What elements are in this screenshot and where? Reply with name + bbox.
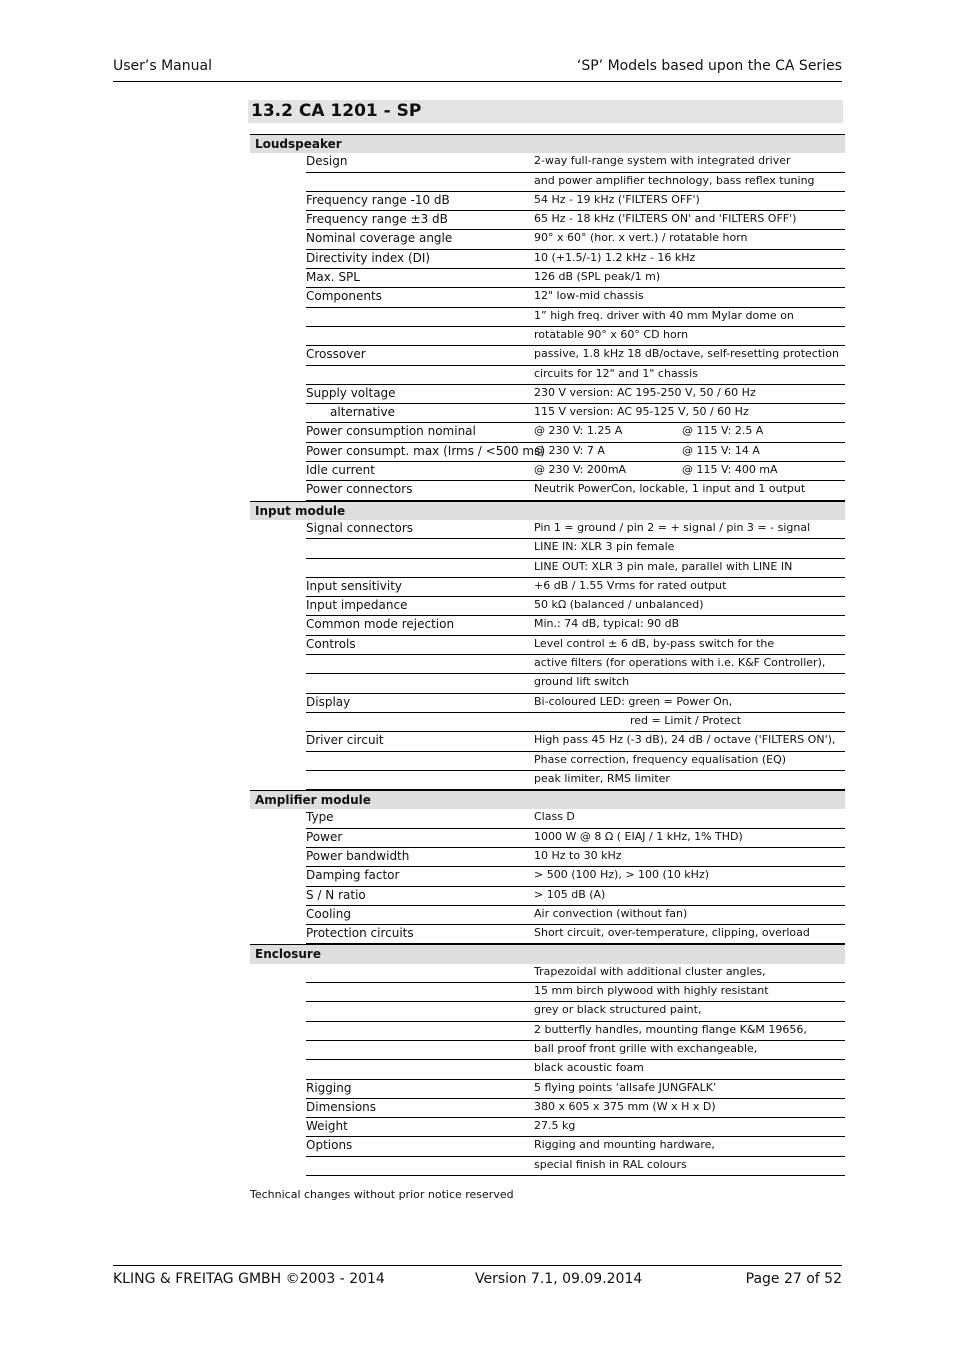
spec-row bbox=[250, 385, 845, 404]
spec-value: red = Limit / Protect bbox=[630, 713, 742, 727]
spec-label: Protection circuits bbox=[306, 926, 414, 941]
spec-value: > 500 (100 Hz), > 100 (10 kHz) bbox=[534, 868, 710, 882]
spec-value: active filters (for operations with i.e. K&F Controller), bbox=[534, 656, 826, 670]
spec-label: Common mode rejection bbox=[306, 617, 455, 632]
group-header: Amplifier module bbox=[250, 790, 845, 809]
page-footer bbox=[113, 1265, 842, 1296]
spec-table bbox=[250, 134, 845, 1176]
spec-label: Frequency range ±3 dB bbox=[306, 212, 448, 227]
spec-value: Min.: 74 dB, typical: 90 dB bbox=[534, 617, 680, 631]
spec-row bbox=[250, 1137, 845, 1156]
spec-label: Signal connectors bbox=[306, 520, 414, 535]
spec-row bbox=[250, 925, 845, 944]
spec-row bbox=[250, 848, 845, 867]
spec-row bbox=[250, 1041, 845, 1060]
spec-label: Supply voltage bbox=[306, 385, 396, 400]
spec-label: S / N ratio bbox=[306, 887, 366, 902]
spec-value: 90° x 60° (hor. x vert.) / rotatable horn bbox=[534, 231, 748, 245]
spec-row bbox=[250, 153, 845, 172]
spec-value-secondary: @ 115 V: 400 mA bbox=[682, 463, 778, 477]
spec-label: Type bbox=[306, 810, 334, 825]
spec-row bbox=[250, 308, 845, 327]
spec-label: Weight bbox=[306, 1119, 348, 1134]
spec-label: Design bbox=[306, 154, 348, 169]
spec-value: Trapezoidal with additional cluster angles, bbox=[534, 964, 766, 978]
spec-value: ball proof front grille with exchangeable, bbox=[534, 1041, 758, 1055]
spec-value: passive, 1.8 kHz 18 dB/octave, self-resetting protection bbox=[534, 347, 839, 361]
spec-label: Power consumption nominal bbox=[306, 424, 476, 439]
spec-value: Short circuit, over-temperature, clipping, overload bbox=[534, 926, 810, 940]
spec-row bbox=[250, 366, 845, 385]
row-divider bbox=[306, 500, 845, 501]
spec-row bbox=[250, 578, 845, 597]
spec-value-secondary: @ 115 V: 14 A bbox=[682, 443, 760, 457]
spec-row bbox=[250, 327, 845, 346]
row-divider bbox=[306, 789, 845, 790]
spec-value: High pass 45 Hz (-3 dB), 24 dB / octave ('FILTERS ON'), bbox=[534, 733, 836, 747]
spec-row bbox=[250, 752, 845, 771]
spec-row bbox=[250, 173, 845, 192]
spec-row bbox=[250, 1118, 845, 1137]
spec-label: Max. SPL bbox=[306, 270, 360, 285]
spec-label: Rigging bbox=[306, 1080, 352, 1095]
spec-label: alternative bbox=[330, 405, 395, 420]
spec-label: Power bandwidth bbox=[306, 848, 410, 863]
spec-value: 2 butterfly handles, mounting flange K&M 19656, bbox=[534, 1022, 807, 1036]
footer-right: Page 27 of 52 bbox=[745, 1271, 842, 1287]
spec-row bbox=[250, 694, 845, 713]
spec-value: circuits for 12" and 1" chassis bbox=[534, 366, 698, 380]
spec-value: Bi-coloured LED: green = Power On, bbox=[534, 694, 733, 708]
spec-label: Nominal coverage angle bbox=[306, 231, 453, 246]
spec-label: Damping factor bbox=[306, 868, 400, 883]
spec-value: LINE IN: XLR 3 pin female bbox=[534, 540, 675, 554]
spec-row bbox=[250, 192, 845, 211]
spec-row bbox=[250, 1099, 845, 1118]
spec-label: Idle current bbox=[306, 463, 375, 478]
spec-value: 50 kΩ (balanced / unbalanced) bbox=[534, 598, 704, 612]
spec-label: Directivity index (DI) bbox=[306, 250, 431, 265]
spec-row bbox=[250, 1002, 845, 1021]
spec-value-secondary: @ 115 V: 2.5 A bbox=[682, 424, 764, 438]
spec-value: grey or black structured paint, bbox=[534, 1003, 702, 1017]
spec-row bbox=[250, 1060, 845, 1079]
group-header: Loudspeaker bbox=[250, 134, 845, 153]
spec-row bbox=[250, 1080, 845, 1099]
spec-value: Level control ± 6 dB, by-pass switch for the bbox=[534, 636, 775, 650]
spec-label: Power consumpt. max (Irms / <500 ms) bbox=[306, 443, 546, 458]
spec-value: 54 Hz - 19 kHz ('FILTERS OFF') bbox=[534, 192, 700, 206]
footnote: Technical changes without prior notice reserved bbox=[250, 1188, 514, 1201]
spec-row bbox=[250, 732, 845, 751]
spec-value: black acoustic foam bbox=[534, 1061, 644, 1075]
spec-value: > 105 dB (A) bbox=[534, 887, 606, 901]
spec-value: @ 230 V: 1.25 A bbox=[534, 424, 623, 438]
spec-label: Input impedance bbox=[306, 598, 408, 613]
spec-value: @ 230 V: 200mA bbox=[534, 463, 627, 477]
spec-label: Input sensitivity bbox=[306, 578, 402, 593]
spec-row bbox=[250, 443, 845, 462]
spec-row bbox=[250, 636, 845, 655]
spec-value: 1000 W @ 8 Ω ( EIAJ / 1 kHz, 1% THD) bbox=[534, 829, 743, 843]
spec-value: Neutrik PowerCon, lockable, 1 input and 1 output bbox=[534, 482, 806, 496]
spec-label: Controls bbox=[306, 636, 356, 651]
row-divider bbox=[306, 943, 845, 944]
spec-value: rotatable 90° x 60° CD horn bbox=[534, 327, 689, 341]
spec-row bbox=[250, 481, 845, 500]
spec-row bbox=[250, 674, 845, 693]
spec-row bbox=[250, 655, 845, 674]
spec-value: Air convection (without fan) bbox=[534, 906, 688, 920]
spec-row bbox=[250, 539, 845, 558]
row-divider bbox=[306, 1175, 845, 1176]
header-right: ‘SP’ Models based upon the CA Series bbox=[576, 58, 842, 74]
spec-label: Crossover bbox=[306, 347, 366, 362]
spec-row bbox=[250, 211, 845, 230]
spec-label: Components bbox=[306, 289, 382, 304]
spec-row bbox=[250, 1157, 845, 1176]
spec-label: Power connectors bbox=[306, 482, 413, 497]
spec-row bbox=[250, 867, 845, 886]
header-left: User’s Manual bbox=[113, 58, 212, 74]
spec-row bbox=[250, 288, 845, 307]
spec-value: ground lift switch bbox=[534, 675, 630, 689]
spec-row bbox=[250, 559, 845, 578]
spec-value: 230 V version: AC 195-250 V, 50 / 60 Hz bbox=[534, 385, 756, 399]
group-header: Enclosure bbox=[250, 944, 845, 963]
group-header: Input module bbox=[250, 501, 845, 520]
spec-value: Class D bbox=[534, 810, 575, 824]
spec-value: 65 Hz - 18 kHz ('FILTERS ON' and 'FILTERS OFF') bbox=[534, 212, 797, 226]
spec-row bbox=[250, 906, 845, 925]
section-title: 13.2 CA 1201 - SP bbox=[248, 100, 843, 123]
spec-value: 380 x 605 x 375 mm (W x H x D) bbox=[534, 1099, 716, 1113]
spec-row bbox=[250, 771, 845, 790]
spec-value: Phase correction, frequency equalisation (EQ) bbox=[534, 752, 787, 766]
spec-row bbox=[250, 346, 845, 365]
footer-center: Version 7.1, 09.09.2014 bbox=[475, 1271, 643, 1287]
spec-label: Dimensions bbox=[306, 1099, 377, 1114]
spec-value: 126 dB (SPL peak/1 m) bbox=[534, 270, 661, 284]
spec-value: @ 230 V: 7 A bbox=[534, 443, 605, 457]
spec-value: and power amplifier technology, bass reflex tuning bbox=[534, 173, 815, 187]
spec-row bbox=[250, 404, 845, 423]
spec-value: 12" low-mid chassis bbox=[534, 289, 644, 303]
spec-row bbox=[250, 983, 845, 1002]
spec-label: Display bbox=[306, 694, 351, 709]
spec-value: peak limiter, RMS limiter bbox=[534, 771, 670, 785]
spec-value: Pin 1 = ground / pin 2 = + signal / pin 3 = - signal bbox=[534, 520, 811, 534]
spec-value: 27.5 kg bbox=[534, 1119, 576, 1133]
spec-row bbox=[250, 887, 845, 906]
spec-value: 115 V version: AC 95-125 V, 50 / 60 Hz bbox=[534, 405, 749, 419]
spec-row bbox=[250, 616, 845, 635]
spec-value: LINE OUT: XLR 3 pin male, parallel with LINE IN bbox=[534, 559, 793, 573]
spec-value: 10 (+1.5/-1) 1.2 kHz - 16 kHz bbox=[534, 250, 696, 264]
spec-value: Rigging and mounting hardware, bbox=[534, 1138, 715, 1152]
page-header bbox=[113, 57, 842, 82]
spec-value: +6 dB / 1.55 Vrms for rated output bbox=[534, 578, 727, 592]
footer-left: KLING & FREITAG GMBH ©2003 - 2014 bbox=[113, 1271, 385, 1287]
spec-row bbox=[250, 269, 845, 288]
spec-label: Driver circuit bbox=[306, 733, 384, 748]
spec-row bbox=[250, 829, 845, 848]
spec-label: Power bbox=[306, 829, 343, 844]
spec-row bbox=[250, 230, 845, 249]
spec-row bbox=[250, 597, 845, 616]
spec-value: 15 mm birch plywood with highly resistant bbox=[534, 984, 769, 998]
spec-row bbox=[250, 713, 845, 732]
spec-row bbox=[250, 423, 845, 442]
spec-row bbox=[250, 520, 845, 539]
spec-row bbox=[250, 964, 845, 983]
spec-value: 1” high freq. driver with 40 mm Mylar dome on bbox=[534, 308, 794, 322]
spec-row bbox=[250, 462, 845, 481]
spec-label: Frequency range -10 dB bbox=[306, 192, 450, 207]
spec-row bbox=[250, 809, 845, 828]
spec-row bbox=[250, 1022, 845, 1041]
spec-label: Options bbox=[306, 1138, 353, 1153]
spec-row bbox=[250, 250, 845, 269]
spec-label: Cooling bbox=[306, 906, 351, 921]
spec-value: 5 flying points ‘allsafe JUNGFALK’ bbox=[534, 1080, 717, 1094]
spec-value: special finish in RAL colours bbox=[534, 1157, 687, 1171]
spec-value: 2-way full-range system with integrated driver bbox=[534, 154, 791, 168]
spec-value: 10 Hz to 30 kHz bbox=[534, 848, 622, 862]
